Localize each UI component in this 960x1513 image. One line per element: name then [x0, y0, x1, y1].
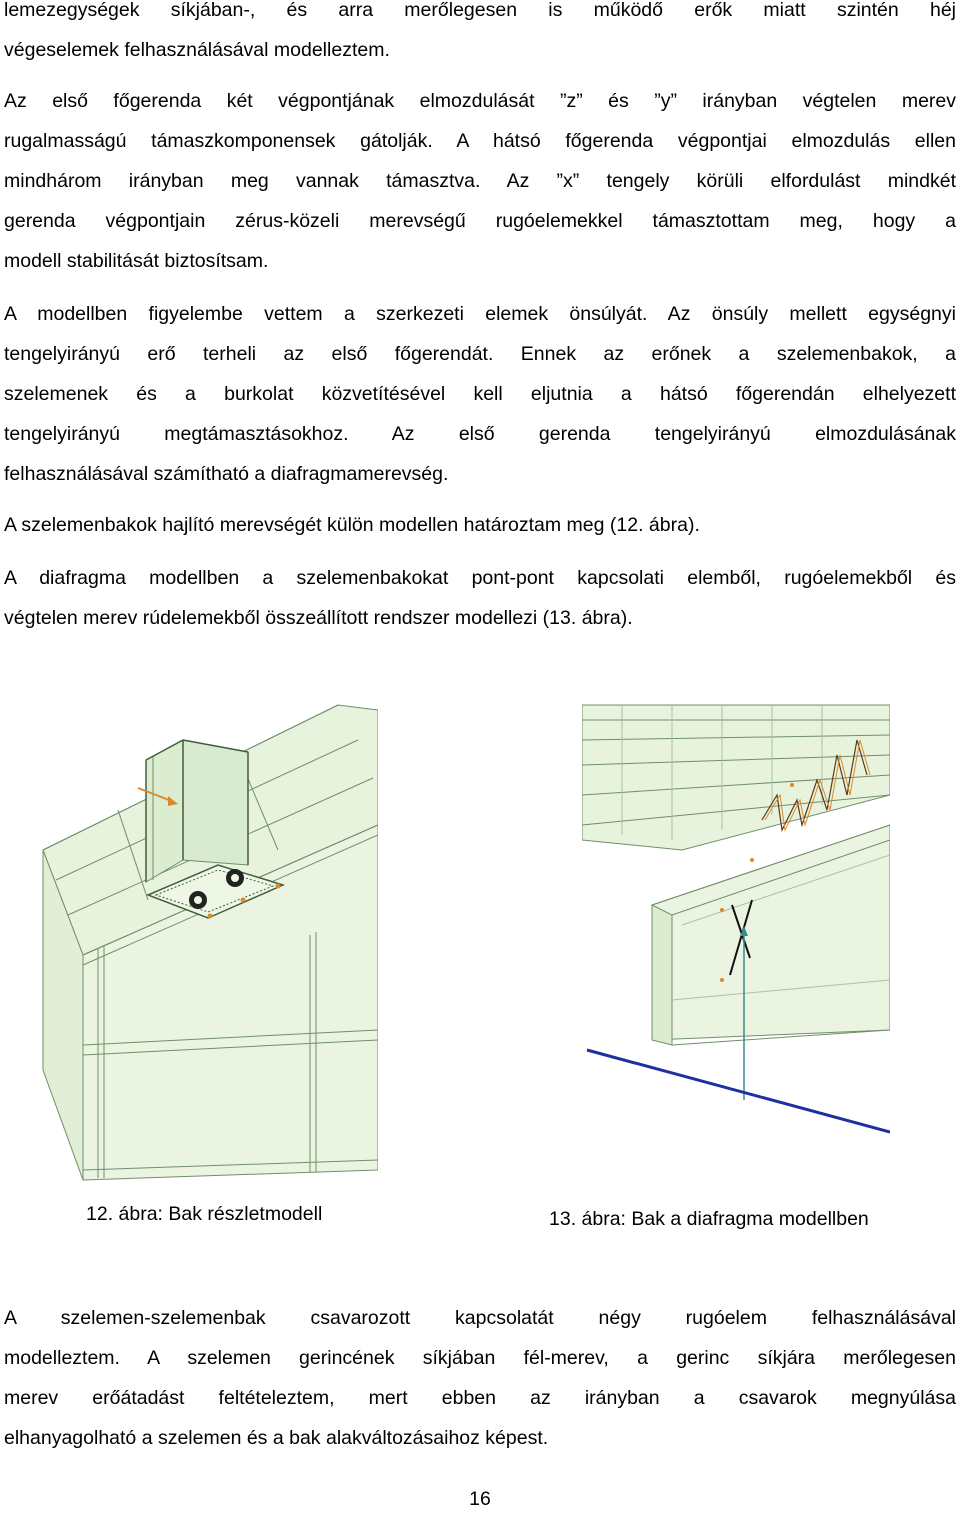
text-line: szelemenek és a burkolat közvetítésével kell eljutnia a hátsó főgerendán elhelyezett [4, 383, 956, 405]
text-line: gerenda végpontjain zérus-közeli merevségű rugóelemekkel támasztottam meg, hogy a [4, 210, 956, 232]
paragraph-5 [4, 558, 956, 638]
figure-13-caption: 13. ábra: Bak a diafragma modellben [549, 1208, 869, 1230]
text-line: merev erőátadást feltételeztem, mert ebben az irányban a csavarok megnyúlása [4, 1387, 956, 1409]
figure-12-caption: 12. ábra: Bak részletmodell [86, 1203, 323, 1225]
text-line: végeselemek felhasználásával modelleztem. [4, 39, 390, 61]
text-line: modell stabilitását biztosítsam. [4, 250, 269, 272]
text-line: felhasználásával számítható a diafragmamerevség. [4, 463, 449, 485]
text-line: lemezegységek síkjában-, és arra merőlegesen is működő erők miatt szintén héj [4, 0, 956, 21]
text-line: A modellben figyelembe vettem a szerkezeti elemek önsúlyát. Az önsúly mellett egységnyi [4, 303, 956, 325]
text-line: A szelemen-szelemenbak csavarozott kapcsolatát négy rugóelem felhasználásával [4, 1307, 956, 1329]
text-line: Az első főgerenda két végpontjának elmozdulását ”z” és ”y” irányban végtelen merev [4, 90, 956, 112]
text-line: mindhárom irányban meg vannak támasztva. Az ”x” tengely körüli elfordulást mindkét [4, 170, 956, 192]
text-line: tengelyirányú erő terheli az első főgerendát. Ennek az erőnek a szelemenbakok, a [4, 343, 956, 365]
text-line: végtelen merev rúdelemekből összeállított rendszer modellezi (13. ábra). [4, 607, 633, 629]
paragraph-2 [4, 81, 956, 281]
page-number: 16 [469, 1488, 491, 1510]
text-line: modelleztem. A szelemen gerincének síkjában fél-merev, a gerinc síkjára merőlegesen [4, 1347, 956, 1369]
text-line: tengelyirányú megtámasztásokhoz. Az első gerenda tengelyirányú elmozdulásának [4, 423, 956, 445]
paragraph-6 [4, 1298, 956, 1458]
text-line: elhanyagolható a szelemen és a bak alakváltozásaihoz képest. [4, 1427, 549, 1449]
text-line: A szelemenbakok hajlító merevségét külön modellen határoztam meg (12. ábra). [4, 514, 700, 536]
figure-12-image [38, 700, 378, 1190]
figure-13-image [582, 700, 890, 1140]
paragraph-4 [4, 505, 956, 545]
paragraph-1 [4, 0, 956, 70]
paragraph-3 [4, 294, 956, 494]
text-line: A diafragma modellben a szelemenbakokat pont-pont kapcsolati elemből, rugóelemekből és [4, 567, 956, 589]
text-line: rugalmasságú támaszkomponensek gátolják. A hátsó főgerenda végpontjai elmozdulás ellen [4, 130, 956, 152]
